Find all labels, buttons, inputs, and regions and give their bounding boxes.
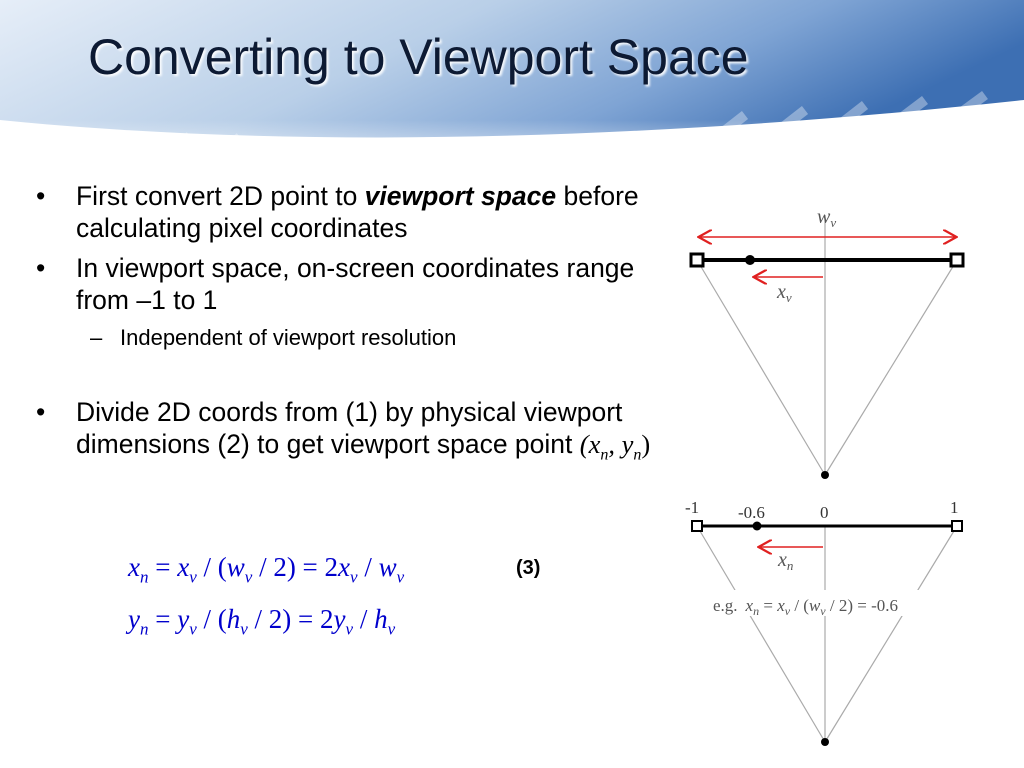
tick-1: 1 — [950, 498, 959, 517]
xv-label-main: x — [777, 281, 786, 303]
bullet-list — [30, 180, 670, 471]
eq2-a: y — [177, 604, 190, 634]
eq2-b: / ( — [196, 604, 227, 634]
example-prefix: e.g. — [713, 596, 738, 615]
bullet-2 — [30, 252, 670, 316]
point-close: ) — [641, 429, 651, 459]
wv-label-sub: v — [830, 215, 837, 230]
xn-label-main: x — [778, 549, 787, 571]
bullet-1-text-pre: First convert 2D point to — [76, 181, 365, 211]
projected-point-normalized — [753, 522, 762, 531]
example-div: / ( — [790, 596, 809, 615]
eq2-a-sub: v — [189, 619, 197, 639]
eq1-g: w — [378, 552, 397, 582]
tick-minus-0.6: -0.6 — [738, 503, 765, 522]
bullet-marker: • — [36, 181, 46, 211]
example-result: / 2) = -0.6 — [825, 596, 899, 615]
example-wv: w — [808, 596, 821, 615]
eq2-lhs: y — [128, 604, 140, 634]
example-wv-sub: v — [820, 604, 826, 618]
sub-bullet-1-text: Independent of viewport resolution — [120, 325, 457, 350]
plane2-left-endpoint — [692, 521, 702, 531]
eq1-d: / 2) = 2 — [252, 552, 339, 582]
bullet-marker: • — [36, 397, 46, 427]
eq2-f: / — [353, 604, 375, 634]
eq1-lhs-sub: n — [139, 567, 149, 587]
bullet-marker: • — [36, 253, 46, 283]
plane2-right-endpoint — [952, 521, 962, 531]
header-background — [0, 0, 1024, 175]
wv-label — [817, 206, 836, 230]
frustum-right-edge — [825, 260, 957, 475]
frustum-left-edge — [697, 260, 825, 475]
xn-label-sub: n — [786, 558, 794, 573]
eq1-lhs: x — [128, 552, 140, 582]
eq1-f: / — [357, 552, 379, 582]
bullet-1-emphasis: viewport space — [364, 181, 557, 211]
equation-xn — [128, 552, 404, 587]
plane-right-endpoint — [951, 254, 963, 266]
eq2-e-sub: v — [345, 619, 354, 639]
sub-bullet-marker: – — [90, 325, 103, 350]
eq2-lhs-sub: n — [139, 619, 149, 639]
example-xv-sub: v — [784, 604, 791, 618]
viewport-diagram — [670, 195, 1010, 760]
eq2-g-sub: v — [387, 619, 396, 639]
frustum2-right-edge — [825, 526, 957, 742]
equation-number: (3) — [516, 557, 541, 579]
camera-eye-top — [821, 471, 829, 479]
bullet-2-text: In viewport space, on-screen coordinates range from –1 to 1 — [76, 253, 635, 315]
eq2-e: y — [333, 604, 346, 634]
slide-title: Converting to Viewport Space — [88, 29, 749, 85]
xv-label-sub: v — [785, 290, 792, 305]
example-equals: = — [759, 596, 778, 615]
projected-point — [745, 255, 755, 265]
tick-0: 0 — [820, 503, 829, 522]
xv-label — [776, 281, 792, 305]
eq1-e-sub: v — [350, 567, 358, 587]
tick-minus-1: -1 — [685, 498, 700, 517]
eq1-equals: = — [148, 552, 178, 582]
point-sub2: n — [633, 446, 642, 464]
point-sub1: n — [600, 446, 609, 464]
example-xn: x — [745, 596, 754, 615]
eq2-c-sub: v — [240, 619, 248, 639]
bullet-3-point — [579, 429, 651, 464]
example-xv: x — [777, 596, 785, 615]
eq1-c-sub: v — [244, 567, 253, 587]
bullet-1-text-post: before calculating pixel coordinates — [76, 181, 639, 243]
eq2-equals: = — [148, 604, 178, 634]
eq1-c: w — [226, 552, 245, 582]
bullet-3-text: Divide 2D coords from (1) by physical viewport dimensions (2) to get viewport space point — [76, 397, 623, 459]
eq1-e: x — [338, 552, 351, 582]
eq1-b: / ( — [196, 552, 227, 582]
eq1-a-sub: v — [189, 567, 197, 587]
xn-label — [777, 549, 793, 573]
point-open: (x — [579, 429, 601, 459]
eq2-d: / 2) = 2 — [247, 604, 334, 634]
eq1-g-sub: v — [396, 567, 405, 587]
frustum2-left-edge — [697, 526, 825, 742]
eq2-g: h — [374, 604, 388, 634]
equation-yn — [128, 604, 395, 639]
plane-left-endpoint — [691, 254, 703, 266]
wv-label-main: w — [817, 206, 831, 228]
eq1-a: x — [177, 552, 190, 582]
example-xn-sub: n — [753, 604, 760, 618]
bullet-1 — [30, 180, 670, 244]
sub-bullet-1 — [30, 324, 670, 352]
camera-eye-bottom — [821, 738, 829, 746]
point-mid: , y — [608, 429, 634, 459]
eq2-c: h — [226, 604, 241, 634]
bullet-3 — [30, 396, 670, 471]
